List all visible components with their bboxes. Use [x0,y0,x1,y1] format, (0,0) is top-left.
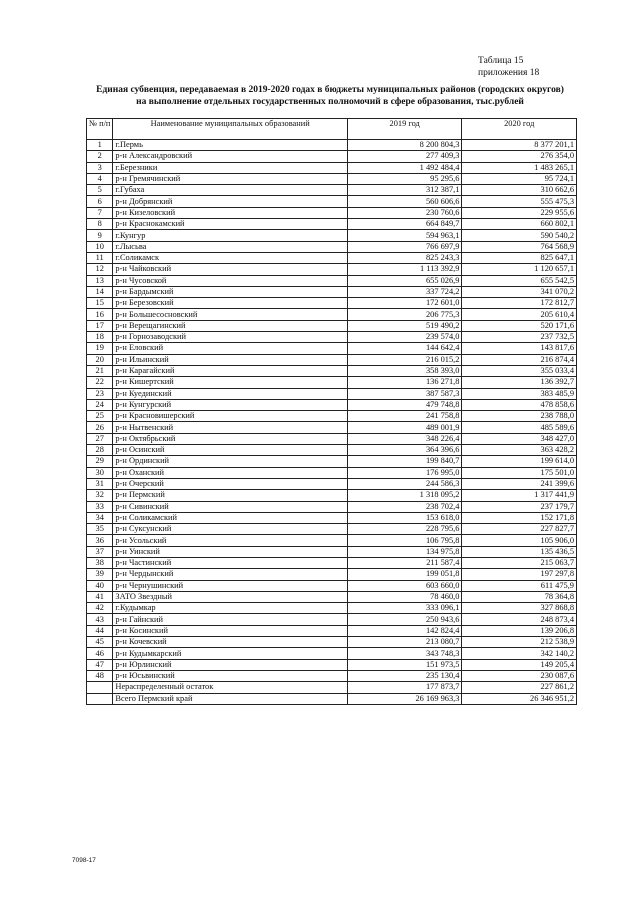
row-municipality: р-н Краснокамский [113,219,348,230]
row-number: 40 [87,580,113,591]
row-value-2019: 199 840,7 [347,456,462,467]
table-row [87,140,577,151]
table-row [87,670,577,681]
row-number: 17 [87,320,113,331]
row-value-2020: 238 788,0 [462,411,577,422]
table-row [87,456,577,467]
row-municipality: р-н Кочевский [113,637,348,648]
row-number: 26 [87,422,113,433]
row-municipality: р-н Осинский [113,445,348,456]
row-value-2019: 228 795,6 [347,524,462,535]
table-row [87,241,577,252]
row-number: 45 [87,637,113,648]
row-number: 13 [87,275,113,286]
row-municipality: р-н Кизеловский [113,207,348,218]
row-number: 16 [87,309,113,320]
table-row [87,478,577,489]
row-value-2020: 363 428,2 [462,445,577,456]
subvention-table [86,118,577,705]
row-number: 24 [87,399,113,410]
row-value-2019: 333 096,1 [347,603,462,614]
row-number: 48 [87,670,113,681]
row-value-2019: 250 943,6 [347,614,462,625]
row-value-2020: 152 171,8 [462,512,577,523]
row-value-2019: 364 396,6 [347,445,462,456]
row-value-2020: 825 647,1 [462,252,577,263]
row-municipality: р-н Оханский [113,467,348,478]
row-municipality: р-н Октябрьский [113,433,348,444]
row-number: 35 [87,524,113,535]
row-value-2019: 387 587,3 [347,388,462,399]
row-value-2020: 1 317 441,9 [462,490,577,501]
row-value-2019: 106 795,8 [347,535,462,546]
row-number [87,693,113,704]
row-value-2020: 229 955,6 [462,207,577,218]
row-value-2020: 341 070,2 [462,286,577,297]
row-value-2020: 660 802,1 [462,219,577,230]
row-number: 37 [87,546,113,557]
row-value-2020: 310 662,6 [462,185,577,196]
row-value-2019: 664 849,7 [347,219,462,230]
table-row [87,230,577,241]
row-number: 38 [87,557,113,568]
row-number: 47 [87,659,113,670]
table-row [87,173,577,184]
table-row [87,569,577,580]
table-row [87,343,577,354]
row-value-2019: 151 973,5 [347,659,462,670]
row-number: 23 [87,388,113,399]
row-value-2019: 172 601,0 [347,298,462,309]
row-municipality: р-н Гайнский [113,614,348,625]
row-number: 9 [87,230,113,241]
row-municipality: г.Кунгур [113,230,348,241]
table-row [87,388,577,399]
table-reference [478,55,539,79]
row-value-2019: 1 113 392,9 [347,264,462,275]
table-row [87,693,577,704]
row-number: 30 [87,467,113,478]
row-value-2020: 95 724,1 [462,173,577,184]
row-value-2020: 149 205,4 [462,659,577,670]
header-2020: 2020 год [462,119,577,140]
table-row [87,648,577,659]
row-municipality: р-н Большесосновский [113,309,348,320]
row-municipality: р-н Чайковский [113,264,348,275]
row-municipality: р-н Юрлинский [113,659,348,670]
row-value-2019: 766 697,9 [347,241,462,252]
row-value-2020: 1 483 265,1 [462,162,577,173]
row-number: 46 [87,648,113,659]
table-row [87,445,577,456]
row-value-2019: 8 200 804,3 [347,140,462,151]
row-value-2019: 199 051,8 [347,569,462,580]
row-municipality: р-н Карагайский [113,365,348,376]
row-number: 36 [87,535,113,546]
table-row [87,501,577,512]
row-value-2019: 244 586,3 [347,478,462,489]
row-value-2020: 199 614,0 [462,456,577,467]
row-value-2020: 276 354,0 [462,151,577,162]
row-value-2020: 485 589,6 [462,422,577,433]
row-municipality: р-н Нытвенский [113,422,348,433]
row-municipality: р-н Горнозаводский [113,332,348,343]
row-municipality: р-н Уинский [113,546,348,557]
table-row [87,535,577,546]
row-value-2019: 136 271,8 [347,377,462,388]
row-value-2019: 358 393,0 [347,365,462,376]
row-municipality: р-н Александровский [113,151,348,162]
row-municipality: р-н Чусовской [113,275,348,286]
row-number: 41 [87,591,113,602]
row-number: 28 [87,445,113,456]
row-number: 5 [87,185,113,196]
row-municipality: р-н Красновишерский [113,411,348,422]
row-number: 39 [87,569,113,580]
row-value-2019: 594 963,1 [347,230,462,241]
row-municipality: р-н Чернушинский [113,580,348,591]
row-municipality: Нераспределенный остаток [113,682,348,693]
table-row [87,264,577,275]
row-number: 11 [87,252,113,263]
row-value-2019: 235 130,4 [347,670,462,681]
row-value-2019: 134 975,8 [347,546,462,557]
row-value-2020: 26 346 951,2 [462,693,577,704]
row-number: 18 [87,332,113,343]
row-value-2019: 312 387,1 [347,185,462,196]
row-value-2020: 764 568,9 [462,241,577,252]
row-municipality: р-н Косинский [113,625,348,636]
table-row [87,557,577,568]
table-row [87,490,577,501]
row-number: 20 [87,354,113,365]
row-value-2019: 489 001,9 [347,422,462,433]
row-value-2020: 105 906,0 [462,535,577,546]
row-value-2019: 479 748,8 [347,399,462,410]
table-row [87,411,577,422]
row-value-2020: 197 297,8 [462,569,577,580]
row-municipality: г.Кудымкар [113,603,348,614]
row-number: 22 [87,377,113,388]
row-number: 19 [87,343,113,354]
header-name: Наименование муниципальных образований [113,119,348,140]
row-value-2019: 519 490,2 [347,320,462,331]
row-value-2019: 343 748,3 [347,648,462,659]
row-number: 3 [87,162,113,173]
row-value-2019: 239 574,0 [347,332,462,343]
row-value-2019: 241 758,8 [347,411,462,422]
row-value-2020: 227 827,7 [462,524,577,535]
row-municipality: р-н Кунгурский [113,399,348,410]
row-value-2020: 1 120 657,1 [462,264,577,275]
row-municipality: р-н Верещагинский [113,320,348,331]
row-value-2020: 327 868,8 [462,603,577,614]
table-row [87,185,577,196]
row-number: 12 [87,264,113,275]
row-value-2019: 142 824,4 [347,625,462,636]
row-number: 14 [87,286,113,297]
row-value-2020: 172 812,7 [462,298,577,309]
row-municipality: р-н Усольский [113,535,348,546]
row-number: 25 [87,411,113,422]
row-value-2020: 135 436,5 [462,546,577,557]
row-value-2019: 176 995,0 [347,467,462,478]
row-value-2020: 227 861,2 [462,682,577,693]
row-municipality: р-н Ильинский [113,354,348,365]
row-value-2019: 95 295,6 [347,173,462,184]
table-row [87,659,577,670]
row-value-2020: 241 399,6 [462,478,577,489]
table-row [87,546,577,557]
row-number: 27 [87,433,113,444]
table-row [87,320,577,331]
row-value-2019: 655 026,9 [347,275,462,286]
row-number: 43 [87,614,113,625]
row-value-2019: 337 724,2 [347,286,462,297]
row-municipality: р-н Березовский [113,298,348,309]
row-value-2019: 1 318 095,2 [347,490,462,501]
table-row [87,365,577,376]
row-value-2020: 237 732,5 [462,332,577,343]
row-value-2020: 230 087,6 [462,670,577,681]
table-row [87,377,577,388]
row-municipality: р-н Бардымский [113,286,348,297]
row-value-2020: 215 063,7 [462,557,577,568]
row-number: 8 [87,219,113,230]
row-value-2019: 238 702,4 [347,501,462,512]
page-title [60,84,600,108]
row-number: 33 [87,501,113,512]
row-value-2020: 212 538,9 [462,637,577,648]
row-value-2019: 560 606,6 [347,196,462,207]
row-number: 10 [87,241,113,252]
table-row [87,151,577,162]
table-row [87,422,577,433]
table-row [87,591,577,602]
table-row [87,286,577,297]
row-value-2019: 206 775,3 [347,309,462,320]
row-value-2020: 136 392,7 [462,377,577,388]
row-value-2020: 216 874,4 [462,354,577,365]
row-number: 42 [87,603,113,614]
row-municipality: ЗАТО Звездный [113,591,348,602]
row-municipality: р-н Суксунский [113,524,348,535]
table-row [87,309,577,320]
row-number: 4 [87,173,113,184]
row-value-2020: 248 873,4 [462,614,577,625]
row-value-2019: 348 226,4 [347,433,462,444]
row-municipality: р-н Еловский [113,343,348,354]
row-value-2020: 143 817,6 [462,343,577,354]
table-row [87,332,577,343]
table-row [87,512,577,523]
table-row [87,467,577,478]
row-value-2020: 590 540,2 [462,230,577,241]
row-value-2019: 825 243,3 [347,252,462,263]
row-number: 34 [87,512,113,523]
row-value-2020: 383 485,9 [462,388,577,399]
row-value-2019: 26 169 963,3 [347,693,462,704]
row-municipality: р-н Кишертский [113,377,348,388]
row-number: 1 [87,140,113,151]
row-value-2019: 230 760,6 [347,207,462,218]
table-row [87,637,577,648]
row-municipality: р-н Сивинский [113,501,348,512]
row-municipality: р-н Пермский [113,490,348,501]
row-value-2020: 478 858,6 [462,399,577,410]
table-row [87,219,577,230]
row-number: 15 [87,298,113,309]
row-value-2020: 342 140,2 [462,648,577,659]
row-municipality: г.Пермь [113,140,348,151]
table-row [87,625,577,636]
row-number: 44 [87,625,113,636]
row-value-2020: 175 501,0 [462,467,577,478]
row-value-2020: 8 377 201,1 [462,140,577,151]
row-value-2020: 520 171,6 [462,320,577,331]
row-value-2019: 78 460,0 [347,591,462,602]
row-value-2020: 205 610,4 [462,309,577,320]
row-municipality: р-н Добрянский [113,196,348,207]
row-value-2020: 237 179,7 [462,501,577,512]
row-number: 2 [87,151,113,162]
row-value-2020: 611 475,9 [462,580,577,591]
row-value-2019: 211 587,4 [347,557,462,568]
header-num: № п/п [87,119,113,140]
row-value-2020: 348 427,0 [462,433,577,444]
row-value-2019: 277 409,3 [347,151,462,162]
row-value-2019: 144 642,4 [347,343,462,354]
table-row [87,354,577,365]
row-municipality: р-н Очерский [113,478,348,489]
row-number [87,682,113,693]
row-municipality: р-н Частинский [113,557,348,568]
table-row [87,682,577,693]
row-value-2020: 139 206,8 [462,625,577,636]
row-value-2019: 177 873,7 [347,682,462,693]
title-line-1: Единая субвенция, передаваемая в 2019-2020 годах в бюджеты муниципальных районов (городских округов) [96,85,564,95]
row-municipality: Всего Пермский край [113,693,348,704]
table-row [87,603,577,614]
row-municipality: г.Соликамск [113,252,348,263]
row-municipality: г.Губаха [113,185,348,196]
table-row [87,298,577,309]
row-value-2019: 216 015,2 [347,354,462,365]
table-number: Таблица 15 [478,56,524,66]
row-municipality: г.Лысьва [113,241,348,252]
row-value-2020: 655 542,5 [462,275,577,286]
row-value-2020: 555 475,3 [462,196,577,207]
table-row [87,162,577,173]
document-code: 7098-17 [72,857,96,864]
row-municipality: р-н Гремячинский [113,173,348,184]
row-value-2020: 355 033,4 [462,365,577,376]
table-row [87,580,577,591]
row-municipality: р-н Кудымкарский [113,648,348,659]
row-number: 21 [87,365,113,376]
row-municipality: р-н Куединский [113,388,348,399]
table-row [87,196,577,207]
table-row [87,207,577,218]
table-row [87,614,577,625]
table-body [87,140,577,705]
row-number: 29 [87,456,113,467]
table-header-row [87,119,577,140]
row-municipality: г.Березники [113,162,348,173]
title-line-2: на выполнение отдельных государственных полномочий в сфере образования, тыс.рублей [136,97,524,107]
row-value-2019: 603 660,0 [347,580,462,591]
table-row [87,399,577,410]
table-row [87,524,577,535]
row-value-2019: 153 618,0 [347,512,462,523]
row-value-2020: 78 364,8 [462,591,577,602]
row-number: 31 [87,478,113,489]
row-number: 7 [87,207,113,218]
table-row [87,275,577,286]
row-value-2019: 213 080,7 [347,637,462,648]
row-municipality: р-н Ординский [113,456,348,467]
row-municipality: р-н Чердынский [113,569,348,580]
row-municipality: р-н Соликамский [113,512,348,523]
row-value-2019: 1 492 484,4 [347,162,462,173]
row-number: 6 [87,196,113,207]
appendix-number: приложения 18 [478,68,540,78]
table-row [87,433,577,444]
table-row [87,252,577,263]
row-municipality: р-н Юсьвинский [113,670,348,681]
header-2019: 2019 год [347,119,462,140]
row-number: 32 [87,490,113,501]
